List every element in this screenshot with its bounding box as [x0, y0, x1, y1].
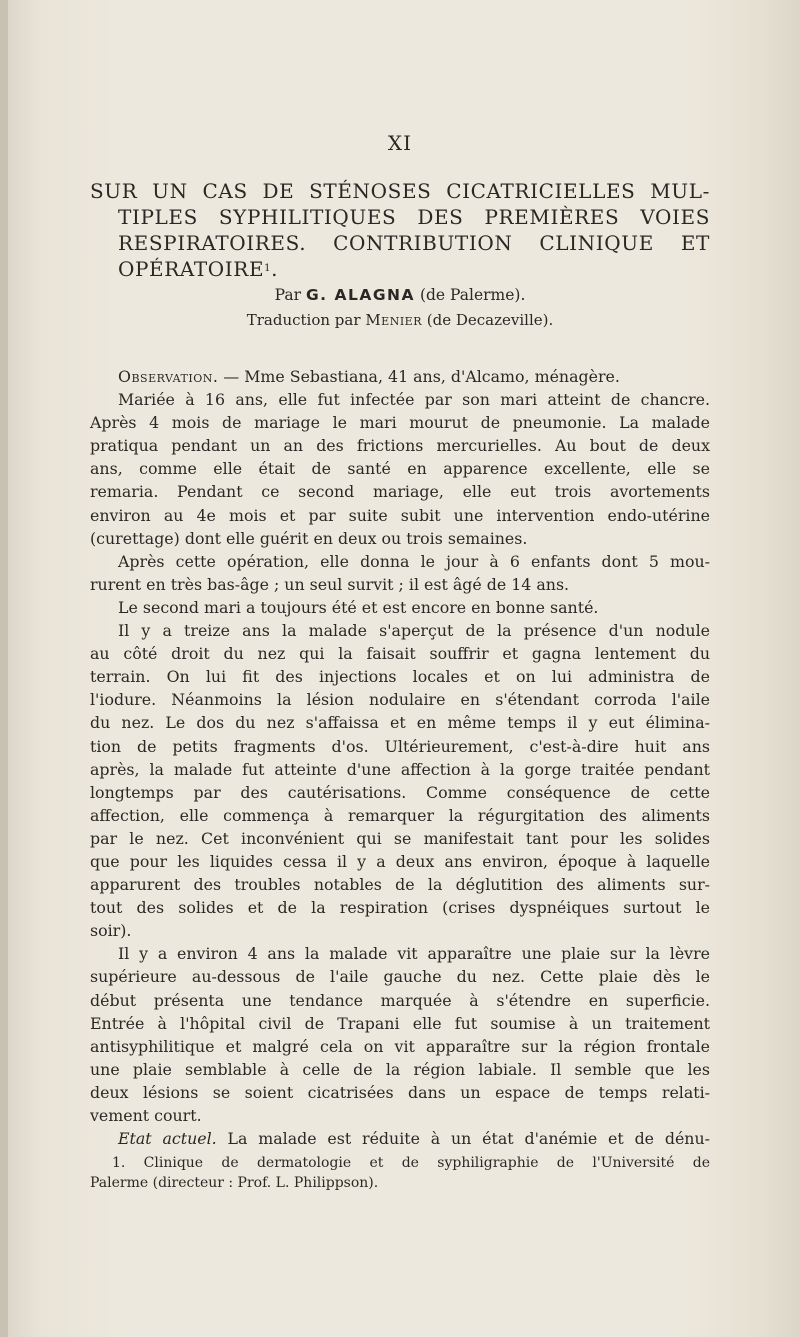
paragraph-line: après, la malade fut atteinte d'une affection à la gorge traitée pendant	[90, 759, 710, 779]
paragraph-line: une plaie semblable à celle de la région labiale. Il semble que les	[90, 1059, 710, 1079]
author-name: G. ALAGNA	[305, 286, 416, 304]
article-title	[90, 178, 710, 282]
paragraph-line: pratiqua pendant un an des frictions mercurielles. Au bout de deux	[90, 436, 710, 456]
title-line: OPÉRATOIRE	[118, 257, 265, 281]
paragraph-line: supérieure au-dessous de l'aile gauche du nez. Cette plaie dès le	[90, 967, 710, 987]
paragraph-line: Observation. — Mme Sebastiana, 41 ans, d'Alcamo, ménagère.	[118, 367, 620, 386]
paragraph-line: Le second mari a toujours été et est encore en bonne santé.	[118, 597, 599, 617]
byline	[0, 286, 800, 304]
translator-affiliation: (de Decazeville).	[426, 311, 554, 329]
body-text	[90, 365, 710, 1150]
paragraph-line: par le nez. Cet inconvénient qui se manifestait tant pour les solides	[90, 828, 710, 848]
etat-actuel-label: Etat actuel.	[118, 1129, 217, 1149]
paragraph-line: remaria. Pendant ce second mariage, elle eut trois avortements	[90, 482, 710, 502]
paragraph-line: apparurent des troubles notables de la déglutition des aliments sur-	[90, 875, 710, 895]
observation-label: Observation.	[118, 367, 219, 386]
paragraph-line: affection, elle commença à remarquer la régurgitation des aliments	[90, 805, 710, 825]
translator-name: Menier	[365, 311, 422, 329]
paragraph-line: Il y a environ 4 ans la malade vit apparaître une plaie sur la lèvre	[118, 944, 710, 964]
paragraph-line: (curettage) dont elle guérit en deux ou trois semaines.	[90, 528, 528, 548]
paragraph-line: soir).	[90, 921, 132, 941]
paragraph-line: rurent en très bas-âge ; un seul survit ; il est âgé de 14 ans.	[90, 574, 570, 594]
paragraph-line: Il y a treize ans la malade s'aperçut de la présence d'un nodule	[118, 621, 710, 641]
paragraph-line: début présenta une tendance marquée à s'étendre en superficie.	[90, 990, 710, 1010]
author-affiliation: (de Palerme).	[419, 286, 526, 304]
paragraph-line: deux lésions se soient cicatrisées dans un espace de temps relati-	[90, 1082, 710, 1102]
paragraph-line: tout des solides et de la respiration (crises dyspnéiques surtout le	[90, 898, 710, 918]
translation-credit	[0, 311, 800, 329]
paragraph-line: terrain. On lui fit des injections locales et on lui administra de	[90, 667, 710, 687]
byline-prefix: Par	[274, 286, 301, 304]
footnote-line: 1. Clinique de dermatologie et de syphiligraphie de l'Université de	[112, 1155, 710, 1171]
paragraph-line: Après 4 mois de mariage le mari mourut de pneumonie. La malade	[90, 413, 710, 433]
paragraph-line: Après cette opération, elle donna le jour à 6 enfants dont 5 mou-	[118, 551, 710, 571]
paragraph-line: que pour les liquides cessa il y a deux ans environ, époque à laquelle	[90, 851, 710, 871]
page-spine-shadow	[0, 0, 8, 1337]
paragraph-line: antisyphilitique et malgré cela on vit apparaître sur la région frontale	[90, 1036, 710, 1056]
paragraph-line: tion de petits fragments d'os. Ultérieurement, c'est-à-dire huit ans	[90, 736, 710, 756]
paragraph-line: Etat actuel. La malade est réduite à un état d'anémie et de dénu-	[118, 1129, 710, 1149]
title-line: RESPIRATOIRES. CONTRIBUTION CLINIQUE ET	[118, 231, 710, 255]
paragraph-line: l'iodure. Néanmoins la lésion nodulaire en s'étendant corroda l'aile	[90, 690, 710, 710]
footnote-line: Palerme (directeur : Prof. L. Philippson).	[90, 1175, 379, 1191]
paragraph-line: au côté droit du nez qui la faisait souffrir et gagna lentement du	[90, 644, 710, 664]
paragraph-line: environ au 4e mois et par suite subit une intervention endo-utérine	[90, 505, 710, 525]
title-line: TIPLES SYPHILITIQUES DES PREMIÈRES VOIES	[118, 205, 710, 229]
title-line-last: OPÉRATOIRE$^1$.	[118, 257, 279, 281]
paragraph-line: vement court.	[90, 1106, 202, 1125]
paragraph-line: ans, comme elle était de santé en apparence excellente, elle se	[90, 459, 710, 479]
paragraph-line: du nez. Le dos du nez s'affaissa et en même temps il y eut élimina-	[90, 713, 710, 733]
paragraph-line: Entrée à l'hôpital civil de Trapani elle fut soumise à un traitement	[90, 1013, 710, 1033]
translation-prefix: Traduction par	[246, 311, 361, 329]
footnote-mark: 1	[264, 263, 272, 274]
footnote	[90, 1153, 710, 1193]
chapter-number: XI	[387, 131, 413, 155]
paragraph-line: longtemps par des cautérisations. Comme conséquence de cette	[90, 782, 710, 802]
title-line: SUR UN CAS DE STÉNOSES CICATRICIELLES MUL-	[90, 179, 710, 203]
paragraph-line: Mariée à 16 ans, elle fut infectée par son mari atteint de chancre.	[118, 390, 710, 410]
